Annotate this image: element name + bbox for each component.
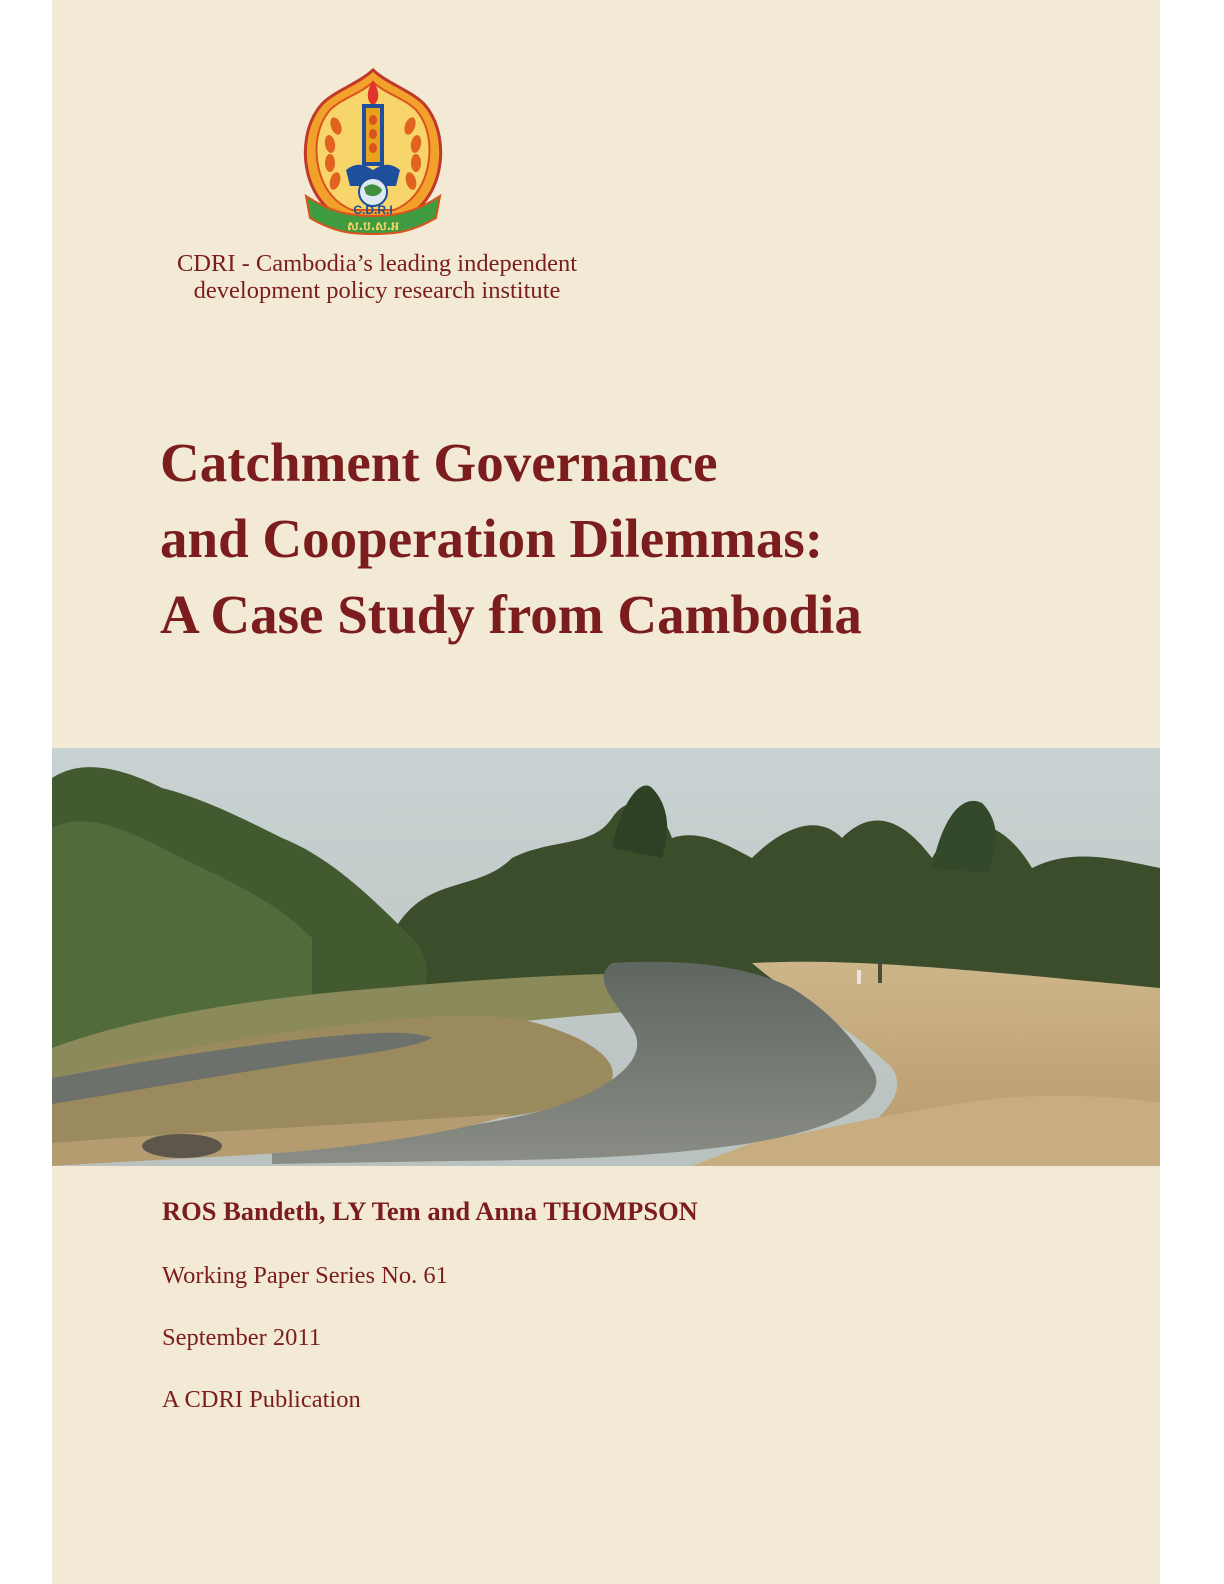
page-title xyxy=(160,425,862,653)
authors: ROS Bandeth, LY Tem and Anna THOMPSON xyxy=(162,1196,698,1226)
publisher: A CDRI Publication xyxy=(162,1386,361,1413)
river-landscape-photo xyxy=(52,748,1160,1166)
logo-text-bottom: ស.ប.ស.អ xyxy=(347,219,399,233)
series-number: Working Paper Series No. 61 xyxy=(162,1262,448,1289)
publication-date: September 2011 xyxy=(162,1324,321,1351)
tagline-line-1: CDRI - Cambodia’s leading independent xyxy=(176,250,578,277)
logo-text-top: C.D.R.I xyxy=(353,203,393,217)
cover-page xyxy=(52,0,1160,1584)
cdri-logo xyxy=(300,66,446,238)
title-line-3: A Case Study from Cambodia xyxy=(160,584,862,645)
tagline-line-2: development policy research institute xyxy=(193,277,561,304)
institute-tagline xyxy=(162,250,592,304)
title-line-1: Catchment Governance xyxy=(160,432,718,493)
title-line-2: and Cooperation Dilemmas: xyxy=(160,508,824,569)
